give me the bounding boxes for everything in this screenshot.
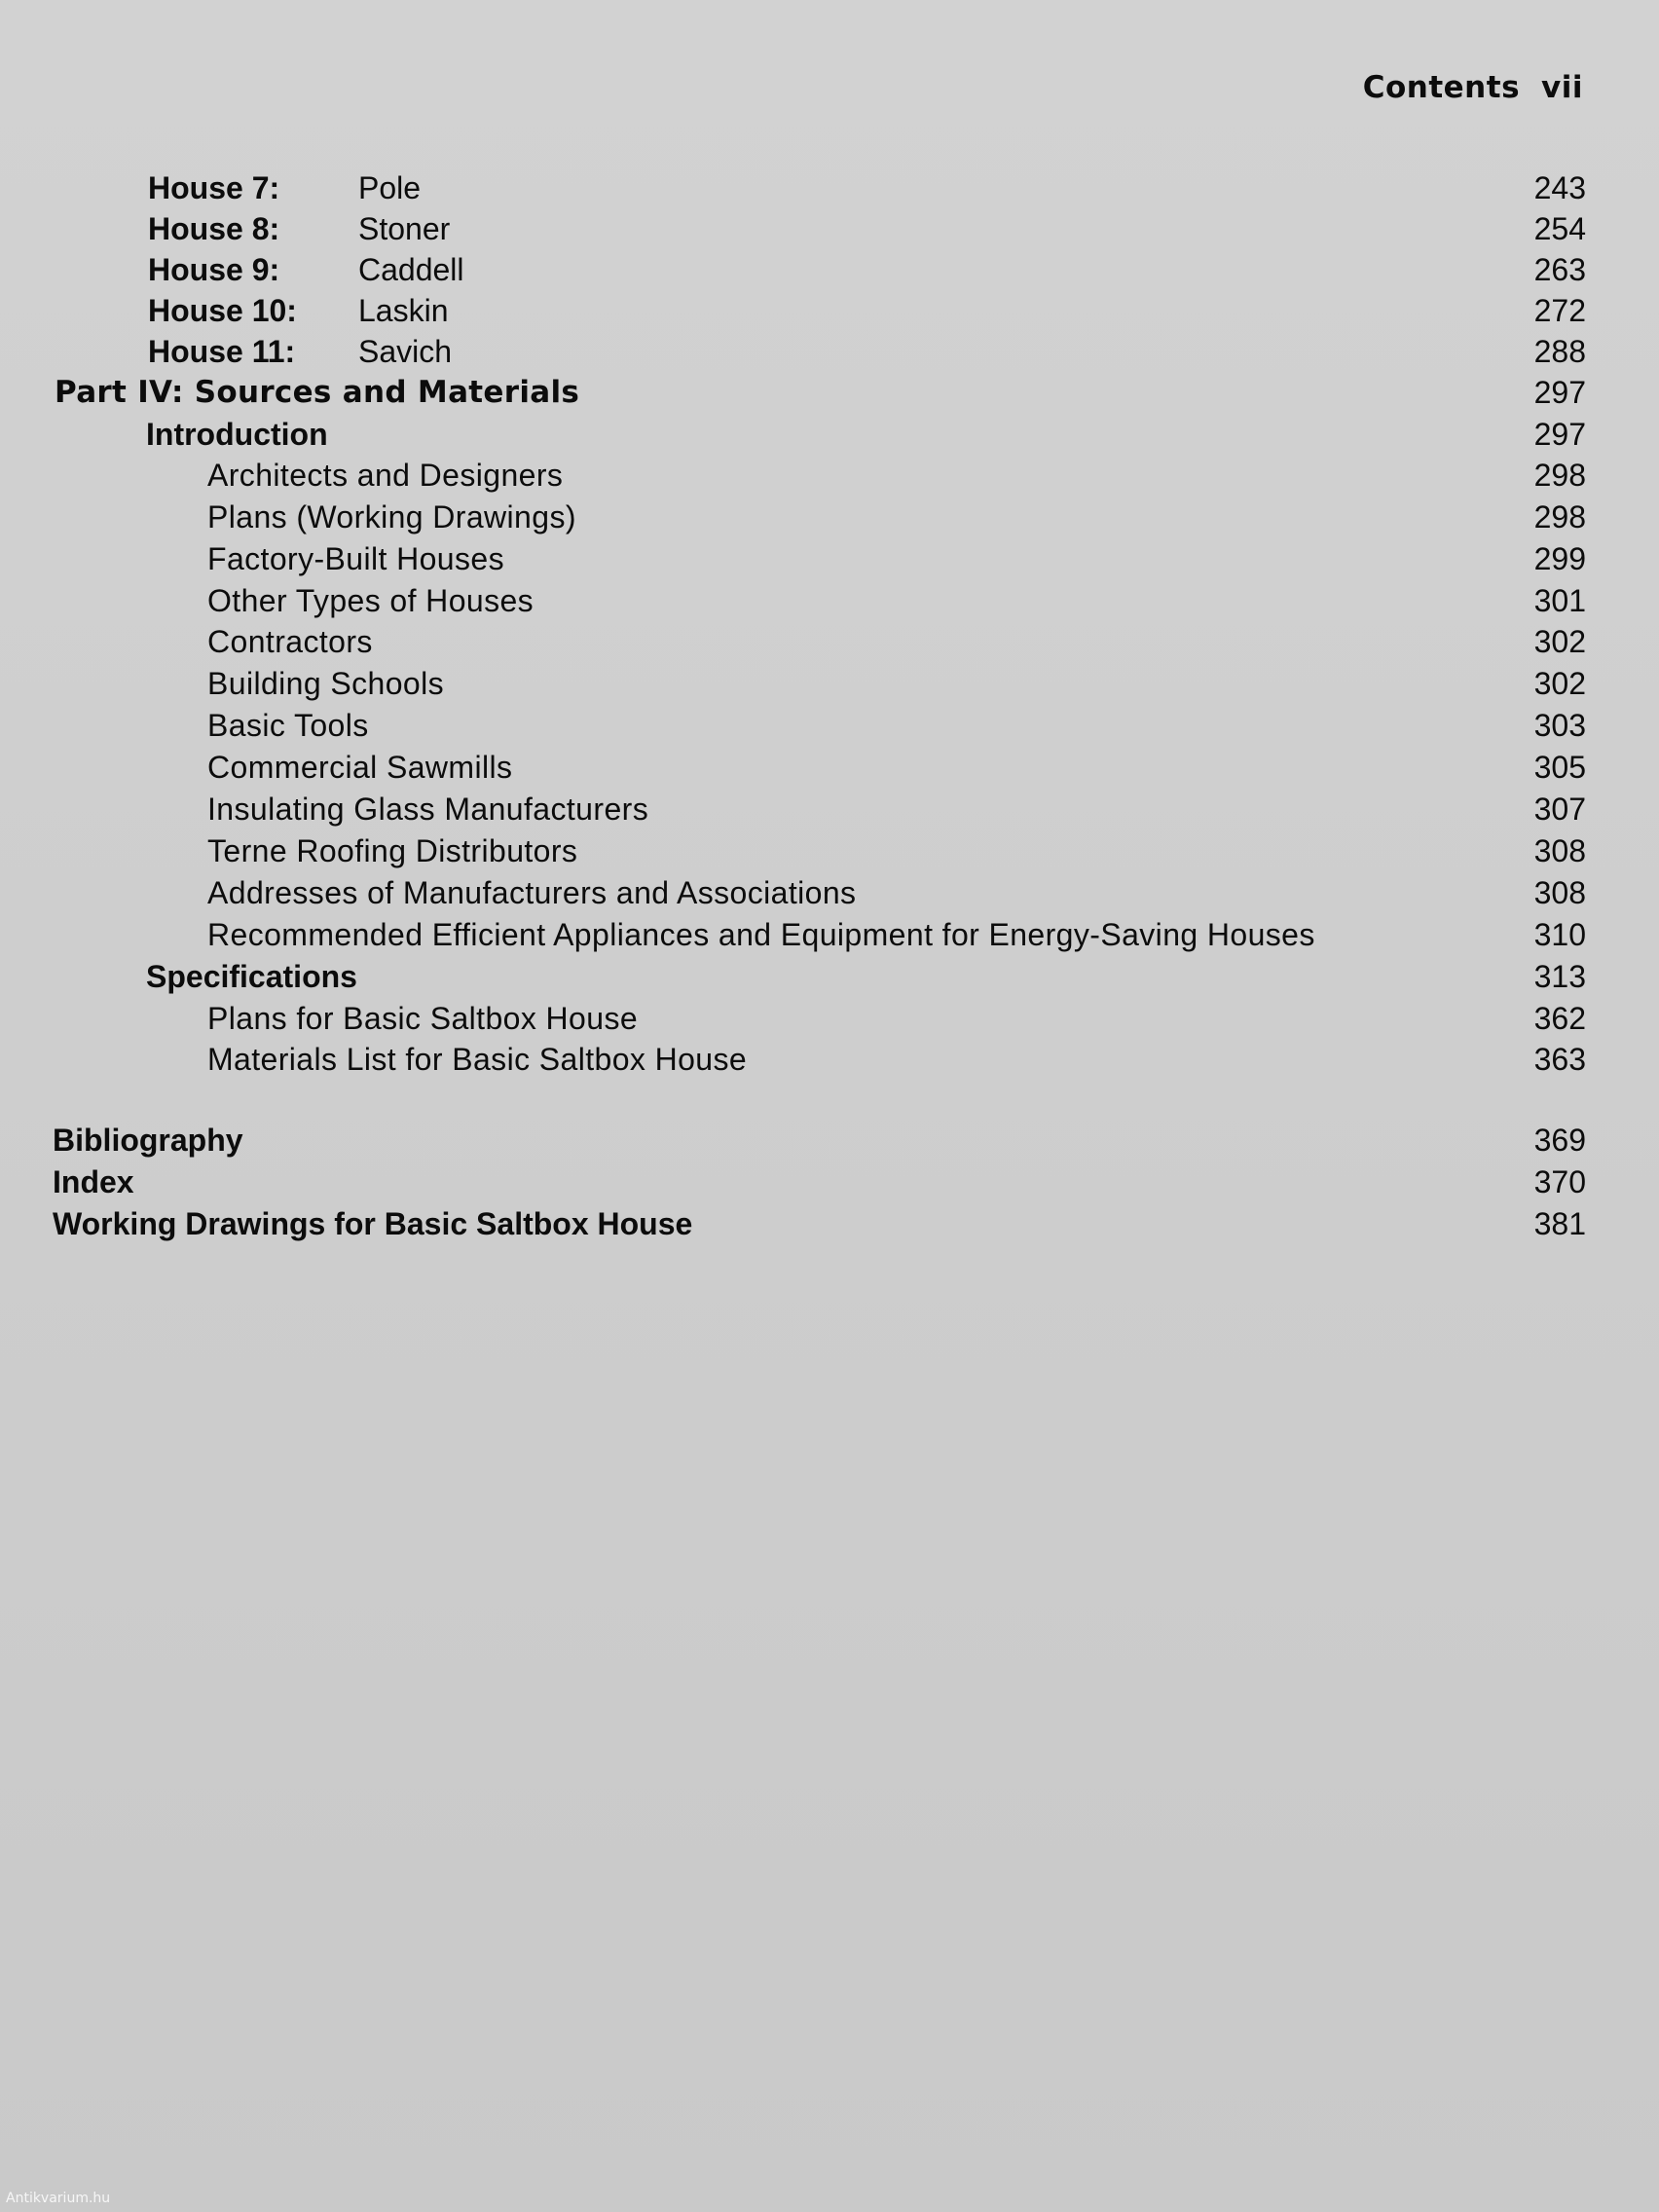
toc-entry-title: Insulating Glass Manufacturers xyxy=(207,792,649,827)
toc-entry-page-number: 302 xyxy=(1533,624,1586,659)
toc-entry-page-number: 305 xyxy=(1533,750,1586,785)
toc-entry-page-number: 308 xyxy=(1533,875,1586,910)
toc-entry-title: Basic Tools xyxy=(207,708,369,743)
toc-entry-page-number: 308 xyxy=(1533,833,1586,868)
toc-entry-label: House 7: xyxy=(148,170,280,205)
toc-entry-title: Bibliography xyxy=(53,1123,243,1158)
toc-entry-page-number: 298 xyxy=(1533,458,1586,493)
toc-entry-title: Terne Roofing Distributors xyxy=(207,833,578,868)
toc-entry-label: House 11: xyxy=(148,334,296,369)
toc-entry-label: House 8: xyxy=(148,211,280,246)
toc-entry-item xyxy=(0,830,1659,871)
toc-entry-page-number: 299 xyxy=(1533,541,1586,576)
toc-entry-page-number: 301 xyxy=(1533,583,1586,618)
toc-entry-item xyxy=(0,1039,1659,1080)
toc-entry-title: Other Types of Houses xyxy=(207,583,535,618)
toc-entry-page-number: 310 xyxy=(1533,917,1586,952)
folio: vii xyxy=(1541,70,1583,105)
toc-entry-title: Part IV: Sources and Materials xyxy=(55,375,580,410)
toc-entry-title: Specifications xyxy=(146,959,357,994)
watermark: Antikvarium.hu xyxy=(6,2191,111,2206)
toc-entry-title: Building Schools xyxy=(207,666,444,701)
toc-entry-title: Working Drawings for Basic Saltbox House xyxy=(53,1206,693,1241)
toc-entry-title: Pole xyxy=(358,170,422,205)
toc-entry-page-number: 272 xyxy=(1533,293,1586,328)
toc-entry-item xyxy=(0,455,1659,496)
toc-entry-title: Architects and Designers xyxy=(207,458,564,493)
toc-entry-title: Commercial Sawmills xyxy=(207,750,513,785)
toc-entry-title: Contractors xyxy=(207,624,373,659)
toc-entry-house xyxy=(0,208,1659,249)
toc-entry-page-number: 362 xyxy=(1533,1001,1586,1036)
toc-entry-page-number: 381 xyxy=(1533,1206,1586,1241)
toc-entry-page-number: 303 xyxy=(1533,708,1586,743)
toc-entry-page-number: 363 xyxy=(1533,1042,1586,1077)
toc-entry-item xyxy=(0,914,1659,955)
toc-entry-title: Recommended Efficient Appliances and Equipment for Energy-Saving Houses xyxy=(207,917,1315,952)
toc-entry-title: Plans (Working Drawings) xyxy=(207,499,576,535)
toc-entry-page-number: 313 xyxy=(1533,959,1586,994)
toc-entry-section xyxy=(0,414,1659,455)
toc-entry-page-number: 298 xyxy=(1533,499,1586,535)
toc-entry-end xyxy=(0,1120,1659,1161)
toc-entry-end xyxy=(0,1203,1659,1244)
toc-entry-title: Laskin xyxy=(358,293,449,328)
toc-entry-item xyxy=(0,621,1659,662)
toc-entry-page-number: 263 xyxy=(1533,252,1586,287)
toc-entry-item xyxy=(0,497,1659,537)
toc-entry-title: Introduction xyxy=(146,417,328,452)
toc-entry-label: House 9: xyxy=(148,252,280,287)
toc-entry-title: Savich xyxy=(358,334,453,369)
toc-entry-title: Plans for Basic Saltbox House xyxy=(207,1001,639,1036)
toc-entry-title: Factory-Built Houses xyxy=(207,541,504,576)
toc-entry-item xyxy=(0,705,1659,746)
toc-entry-page-number: 302 xyxy=(1533,666,1586,701)
toc-entry-title: Caddell xyxy=(358,252,464,287)
toc-entry-house xyxy=(0,249,1659,290)
toc-entry-item xyxy=(0,663,1659,704)
toc-entry-item xyxy=(0,747,1659,788)
running-head-label: Contents xyxy=(1362,70,1521,105)
toc-entry-title: Materials List for Basic Saltbox House xyxy=(207,1042,748,1077)
toc-entry-item xyxy=(0,538,1659,579)
toc-entry-title: Stoner xyxy=(358,211,451,246)
toc-entry-page-number: 369 xyxy=(1533,1123,1586,1158)
toc-entry-title: Addresses of Manufacturers and Associations xyxy=(207,875,857,910)
toc-entry-page-number: 243 xyxy=(1533,170,1586,205)
toc-entry-page-number: 254 xyxy=(1533,211,1586,246)
toc-entry-item xyxy=(0,998,1659,1039)
toc-entry-page-number: 370 xyxy=(1533,1164,1586,1199)
toc-entry-title: Index xyxy=(53,1164,134,1199)
toc-entry-house xyxy=(0,167,1659,208)
toc-entry-page-number: 288 xyxy=(1533,334,1586,369)
toc-entry-page-number: 307 xyxy=(1533,792,1586,827)
toc-entry-item xyxy=(0,789,1659,830)
toc-entry-label: House 10: xyxy=(148,293,297,328)
toc-entry-page-number: 297 xyxy=(1533,417,1586,452)
toc-entry-house xyxy=(0,290,1659,331)
toc-entry-section xyxy=(0,956,1659,997)
toc-entry-item xyxy=(0,580,1659,621)
toc-entry-end xyxy=(0,1161,1659,1202)
toc-entry-page-number: 297 xyxy=(1533,375,1586,410)
running-head xyxy=(1363,70,1583,105)
toc-entry-item xyxy=(0,872,1659,913)
toc-entry-house xyxy=(0,331,1659,372)
toc-entry-part xyxy=(0,372,1659,413)
